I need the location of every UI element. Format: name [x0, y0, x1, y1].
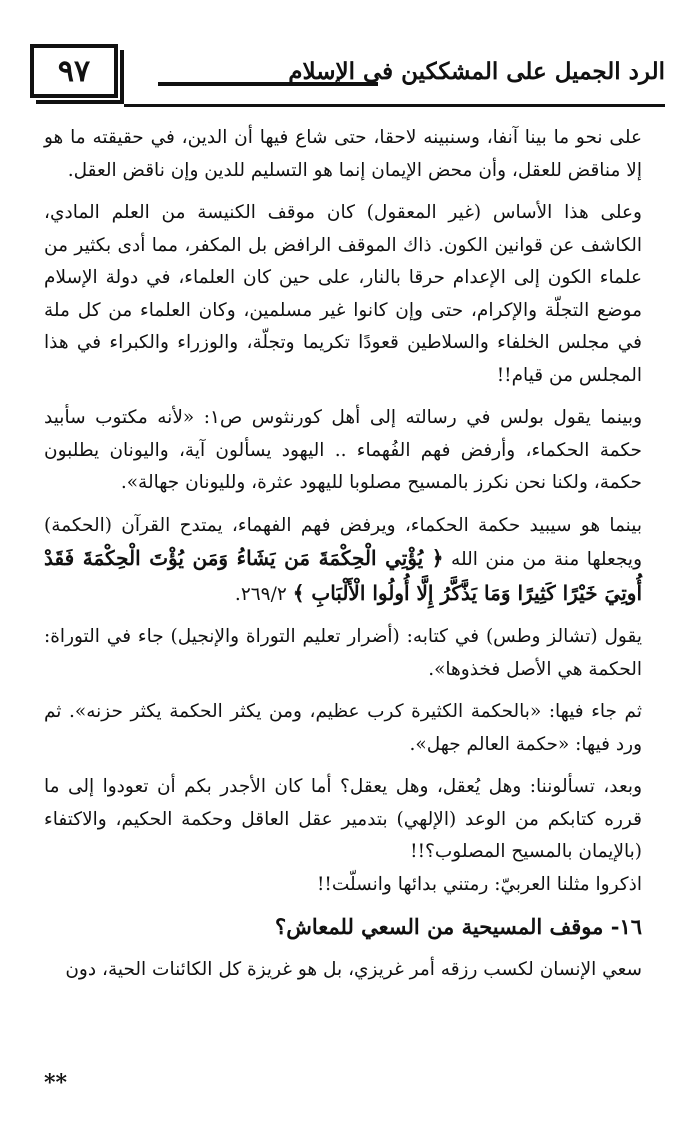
paragraph-7: وبعد، تسألوننا: وهل يُعقل، وهل يعقل؟ أما كان الأجدر بكم أن تعودوا إلى ما قرره كتابكم من الوعد (الإلهي) بتدمير عقل العاقل وحكمة الحكيم، والاكتفاء (بالإيمان بالمسيح المصلوب؟!!: [44, 776, 642, 862]
paragraph-4: [44, 510, 642, 612]
body-text: [44, 122, 642, 996]
paragraph-6: ثم جاء فيها: «بالحكمة الكثيرة كرب عظيم، ومن يكثر الحكمة يكثر حزنه». ثم ورد فيها: «حكمة العالم جهل».: [44, 701, 642, 755]
paragraph-9: سعي الإنسان لكسب رزقه أمر غريزي، بل هو غريزة كل الكائنات الحية، دون: [65, 958, 642, 980]
paragraph-2: وعلى هذا الأساس (غير المعقول) كان موقف الكنيسة من العلم المادي، الكاشف عن قوانين الكون. ذاك الموقف الرافض بل المكفر، مما أدى بكثير من علماء الكون إلى الإعدام حرقا بالنار، على حين كان العلماء، في دولة الإسلام موضع التجلّة والإكرام، حتى وإن كانوا غير مسلمين، وكان العلماء من كل ملة في مجلس الخلفاء والسلاطين قعودًا تكريما وتجلّة، والوزراء والكبراء في هذا المجلس من قيام!!: [44, 202, 642, 386]
section-heading: ١٦- موقف المسيحية من السعي للمعاش؟: [275, 914, 642, 939]
paragraph-3: وبينما يقول بولس في رسالته إلى أهل كورنثوس ص١: «لأنه مكتوب سأبيد حكمة الحكماء، وأرفض فهم الفُهماء .. اليهود يسألون آية، واليونان يطلبون حكمة، ولكنا نحن نكرز بالمسيح مصلوبا لليهود عثرة، ولليونان جهالة».: [44, 407, 642, 493]
paragraph-1: على نحو ما بينا آنفا، وسنبينه لاحقا، حتى شاع فيها أن الدين، في حقيقته ما هو إلا مناقض للعقل، وأن محض الإيمان إنما هو التسليم للدين وإن ناقض العقل.: [44, 127, 642, 181]
page-number-box: [30, 44, 118, 98]
running-title: الرد الجميل على المشككين في الإسلام: [288, 58, 665, 85]
verse-reference: ٢٦٩/٢.: [234, 583, 287, 605]
paragraph-8: اذكروا مثلنا العربيّ: رمتني بدائها وانسلّت!!: [316, 873, 642, 895]
quran-verse: ﴿ يُؤْتِي الْحِكْمَةَ مَن يَشَاءُ وَمَن يُؤْتَ الْحِكْمَةَ فَقَدْ أُوتِيَ خَيْرًا كَثِيرًا وَمَا يَذَّكَّرُ إِلَّا أُولُوا الْأَلْبَابِ ﴾: [44, 546, 642, 605]
page-header: [30, 44, 665, 108]
paragraph-4-text: بينما هو سيبيد حكمة الحكماء، ويرفض فهم الفهماء، يمتدح القرآن (الحكمة) ويجعلها منة من منن الله: [44, 514, 643, 570]
header-underline: [124, 104, 665, 107]
page-number: ٩٧: [57, 53, 91, 89]
paragraph-5: يقول (تشالز وطس) في كتابه: (أضرار تعليم التوراة والإنجيل) جاء في التوراة: الحكمة هي الأصل فخذوها».: [44, 626, 642, 680]
footnote-mark: **: [44, 1070, 68, 1096]
